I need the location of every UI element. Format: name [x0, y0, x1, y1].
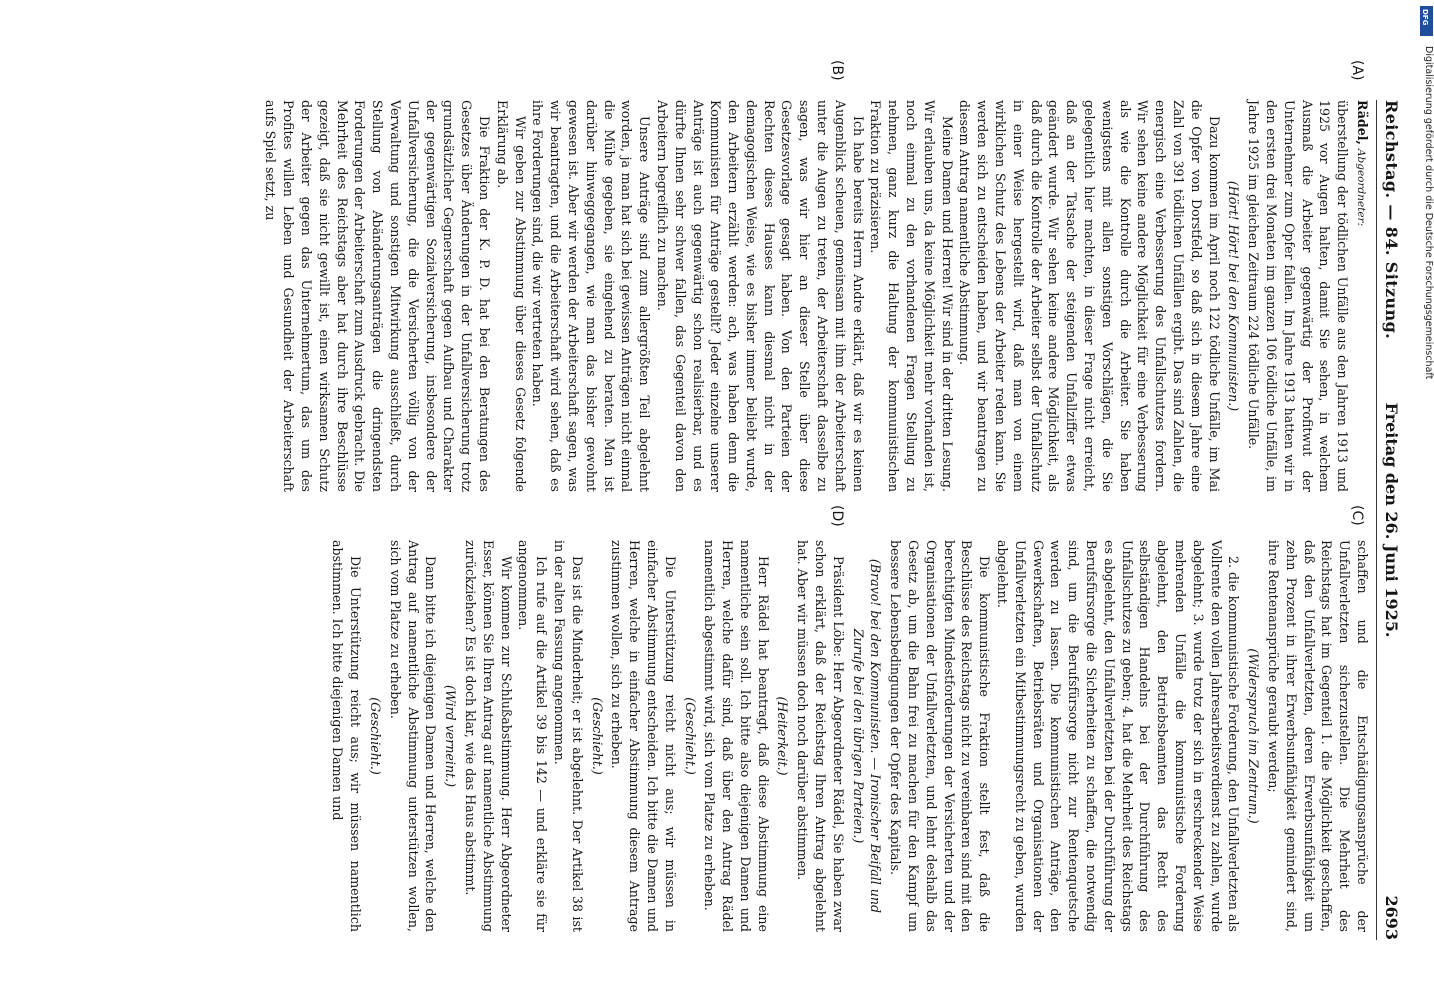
- margin-mark-c: (C): [1349, 505, 1365, 526]
- margin-mark-a: (A): [1349, 60, 1365, 81]
- page-header: [1376, 100, 1405, 940]
- paragraph: überstellung der tödlichen Unfälle aus den Jahren 1913 und 1925 vor Augen halten, damit Sie sehen, in welchem Ausmaß die Arbeiter gegenwärtig der Profitwut der Unternehmer zum Opfer fallen. Im Jahre 1913 hatten wir in den ersten drei Monaten im ganzen 106 tödliche Unfälle, im Jahre 1925 im gleichen Zeitraum 224 tödliche Unfälle.: [1246, 100, 1351, 492]
- margin-mark-b: (B): [829, 60, 845, 81]
- dfg-logo: [1420, 6, 1433, 36]
- president-statement: Präsident Löbe: Herr Abgeordneter Rädel, Sie haben zwar schon erklärt, daß der Reichstag Ihren Antrag abgelehnt hat. Aber wir müssen doch noch darüber abstimmen.: [795, 540, 846, 932]
- paragraph: Dazu kommen im April noch 122 tödliche Unfälle, im Mai die Opfer von Dorstfeld, so daß sich in diesem Jahre eine Zahl von 391 tödlichen Unfällen ergibt. Das sind Zahlen, die energisch eine Verbesserung des Unfallschutzes fordern. Wir sehen keine andere Möglichkeit für eine Verbesserung als wie die Kontrolle durch die Arbeiter. Sie haben wenigstens mit allen sonstigen Vorschlägen, die Sie gelegentlich hier machten, in dieser Frage nicht erreicht, daß an der Tatsache der steigenden Unfallziffer etwas geändert wurde. Wir sehen keine andere Möglichkeit, als daß durch die Kontrolle der Arbeiter selbst der Unfallschutz in einer Weise hergestellt wird, daß man von einem wirklichen Schutz des Lebens der Arbeiter reden kann. Sie werden sich zu entscheiden haben, und wir beantragen zu diesem Antrag namentliche Abstimmung.: [957, 100, 1222, 492]
- interjection: (Hört! Hört! bei den Kommunisten.): [1226, 180, 1242, 412]
- paragraph: schaffen und die Entschädigungsansprüche der Unfallverletzten sicherzustellen. Die Mehrheit des Reichstags hat im Gegenteil 1. die Möglichkeit geschaffen, daß den Unfallverletzten, deren Erwerbsunfähigkeit um zehn Prozent in ihrer Erwerbsunfähigkeit gemindert sind, ihre Rentenansprüche geraubt werden;: [1266, 540, 1370, 932]
- header-session: Reichstag. — 84. Sitzung.: [1382, 100, 1401, 340]
- watermark-text: Digitalisierung gefördert durch die Deutsche Forschungsgemeinschaft: [1423, 46, 1434, 380]
- header-date: Freitag den 26. Juni 1925.: [1382, 402, 1401, 638]
- paragraph: Ich rufe auf die Artikel 39 bis 142 — und erkläre sie für angenommen.: [516, 540, 550, 932]
- margin-mark-d: (D): [829, 505, 845, 527]
- paragraph: Die Fraktion der K. P. D. hat bei den Beratungen des Gesetzes über Änderungen in der Unfallversicherung trotz grundsätzlicher Gegnerschaft gegen Aufbau und Charakter der gegenwärtigen Sozialversicherung, insbesondere der Unfallversicherung, die die Versicherten völlig von der Verwaltung und sonstigen Mitwirkung ausschließt, durch Stellung von Abänderungsanträgen die dringendsten Forderungen der Arbeiterschaft zum Ausdruck gebracht. Die Mehrheit des Reichstags aber hat durch ihre Beschlüsse gezeigt, daß sie nicht gewillt ist, einen wirksamen Schutz der Arbeiter gegen das Unternehmertum, das um des Profites willen Leben und Gesundheit der Arbeiterschaft aufs Spiel setzt, zu: [263, 100, 492, 492]
- interjection: (Geschieht.): [367, 697, 383, 775]
- left-text-column: [141, 100, 1371, 492]
- dfg-logo-text: DFG: [1421, 9, 1429, 26]
- speaker-name: Rädel,: [1355, 100, 1370, 145]
- paragraph: Wir geben zur Abstimmung über dieses Gesetz folgende Erklärung ab.: [494, 100, 528, 492]
- paragraph: Wir kommen zur Schlußabstimmung. Herr Abgeordneter Esser, können Sie Ihren Antrag auf namentliche Abstimmung zurückziehen? Es ist doch klar, wie das Haus abstimmt.: [462, 540, 514, 932]
- paragraph: Meine Damen und Herren! Wir sind in der dritten Lesung. Wir erlauben uns, da keine Möglichkeit mehr vorhanden ist, noch einmal zu den vorhandenen Fragen Stellung zu nehmen, ganz kurz die Haltung der kommunistischen Fraktion zu präzisieren.: [868, 100, 955, 492]
- paragraph: Dann bitte ich diejenigen Damen und Herren, welche den Antrag auf namentliche Abstimmung unterstützen wollen, sich vom Platze zu erheben.: [387, 540, 439, 932]
- paragraph: Die Unterstützung reicht nicht aus; wir müssen in einfacher Abstimmung entscheiden. Ich bitte die Damen und Herren, welche in einfacher Abstimmung diesem Antrage zustimmen wollen, sich zu erheben.: [609, 540, 678, 932]
- paragraph: Das ist die Minderheit; er ist abgelehnt. Der Artikel 38 ist in der alten Fassung angenommen.: [551, 540, 585, 932]
- paragraph: 2. die kommunistische Forderung, den Unfallverletzten als Vollrente den vollen Jahresarbeitsverdienst zu zahlen, wurde abgelehnt; 3. wurde trotz der sich in erschreckender Weise mehrenden Unfälle die kommunistische Forderung abgelehnt, den Betriebsbeamten das Recht des selbständigen Handelns bei der Durchführung des Unfallschutzes zu geben; 4. hat die Mehrheit des Reichstags es abgelehnt, den Unfallverletzten bei der Durchführung der Berufsfürsorge die Sicherheiten zu schaffen, die notwendig sind, um die Berufsfürsorge nicht zur Rentenquetsche werden zu lassen. Die kommunistischen Anträge, den Gewerkschaften, Betriebsräten und Organisationen der Unfallverletzten ein Mitbestimmungsrecht zu geben, wurden abgelehnt.: [995, 540, 1242, 932]
- page-number: 2693: [1382, 895, 1401, 940]
- paragraph: Unsere Anträge sind zum allergrößten Teil abgelehnt worden, ja man hat sich bei gewissen Anträgen nicht einmal die Mühe gegeben, sie eingehend zu beraten. Man ist darüber hinweggegangen, wie man das bisher gewohnt gewesen ist. Aber wir werden der Arbeiterschaft sagen, was wir beantragten, und die Arbeiterschaft wird sehen, daß es ihre Forderungen sind, die wir vertreten haben.: [530, 100, 653, 492]
- interjection: (Geschieht.): [682, 697, 698, 775]
- digitization-watermark: [1420, 6, 1434, 996]
- rotated-printed-page: [105, 60, 1405, 940]
- speaker-role: Abgeordneter:: [1355, 148, 1367, 227]
- interjection: (Widerspruch im Zentrum.): [1246, 648, 1262, 824]
- interjection: (Geschieht.): [589, 697, 605, 775]
- interjection: (Heiterkeit.): [775, 696, 791, 776]
- paragraph: Die Unterstützung reicht aus; wir müssen namentlich abstimmen. Ich bitte diejenigen Damen und: [330, 540, 364, 932]
- right-text-column: [141, 540, 1371, 932]
- interjection: (Wird verneint.): [443, 684, 459, 788]
- interjection: (Bravo! bei den Kommunisten. — Ironischer Beifall und Zurufe bei den übrigen Parteien.): [850, 558, 884, 914]
- paragraph: Ich habe bereits Herrn Andre erklärt, daß wir es keinen Augenblick scheuen, gemeinsam mit ihm der Arbeiterschaft unter die Augen zu treten, der Arbeiterschaft dasselbe zu sagen, was wir hier an dieser Stelle über diese Gesetzesvorlage gesagt haben. Von den Parteien der Rechten dieses Hauses kann diesmal nicht in der demagogischen Weise, wie es bisher immer beliebt wurde, den Arbeitern erzählt werden: ach, was haben denn die Kommunisten für Anträge gestellt? Jeder einzelne unserer Anträge ist auch gegenwärtig schon realisierbar, und es dürfte Ihnen sehr schwer fallen, das Gegenteil davon den Arbeitern begreiflich zu machen.: [654, 100, 866, 492]
- paragraph: Herr Rädel hat beantragt, daß diese Abstimmung eine namentliche sein soll. Ich bitte also diejenigen Damen und Herren, welche dafür sind, daß über den Antrag Rädel namentlich abgestimmt wird, sich vom Platze zu erheben.: [702, 540, 771, 932]
- paragraph: Die kommunistische Fraktion stellt fest, daß die Beschlüsse des Reichstags nicht zu vereinbaren sind mit den berechtigten Mindestforderungen der Versicherten und der Organisationen der Unfallverletzten, und lehnt deshalb das Gesetz ab, um die Bahn frei zu machen für den Kampf um bessere Lebensbedingungen der Opfer des Kapitals.: [888, 540, 993, 932]
